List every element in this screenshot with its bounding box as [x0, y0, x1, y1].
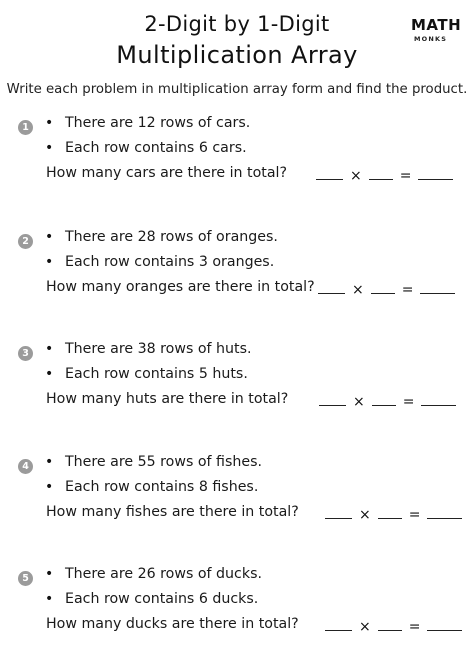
- times-sign: ×: [352, 282, 364, 298]
- problem-statement-per-row: Each row contains 5 huts.: [65, 366, 248, 382]
- equals-sign: =: [401, 282, 414, 298]
- problem-statement-per-row: Each row contains 3 oranges.: [65, 254, 275, 270]
- product-blank[interactable]: [420, 279, 455, 294]
- problem-statement-rows: There are 38 rows of huts.: [65, 341, 252, 357]
- times-sign: ×: [359, 619, 371, 635]
- factor-1-blank[interactable]: [318, 279, 345, 294]
- problem-question: How many huts are there in total?: [46, 391, 289, 407]
- problem-number-badge: 1: [18, 120, 33, 135]
- answer-area: [325, 616, 462, 636]
- factor-2-blank[interactable]: [378, 616, 402, 631]
- problem-statement-rows: There are 28 rows of oranges.: [65, 229, 278, 245]
- problem-item: [0, 115, 474, 211]
- instructions-text: Write each problem in multiplication array form and find the product.: [6, 82, 468, 97]
- bullet-icon: •: [45, 341, 54, 357]
- bullet-icon: •: [45, 115, 54, 131]
- product-blank[interactable]: [427, 504, 462, 519]
- factor-1-blank[interactable]: [325, 616, 352, 631]
- bullet-icon: •: [45, 566, 54, 582]
- problem-statement-per-row: Each row contains 6 ducks.: [65, 591, 259, 607]
- math-monks-logo: [411, 16, 467, 50]
- problem-question: How many oranges are there in total?: [46, 279, 315, 295]
- logo-wordmark: MATH: [411, 16, 462, 34]
- factor-1-blank[interactable]: [316, 165, 343, 180]
- equals-sign: =: [399, 168, 412, 184]
- product-blank[interactable]: [418, 165, 453, 180]
- worksheet-title-line2: Multiplication Array: [116, 41, 358, 69]
- problem-number-badge: 5: [18, 571, 33, 586]
- logo-subtext: MONKS: [414, 35, 448, 43]
- problem-statement-rows: There are 26 rows of ducks.: [65, 566, 262, 582]
- bullet-icon: •: [45, 229, 54, 245]
- times-sign: ×: [353, 394, 365, 410]
- times-sign: ×: [359, 507, 371, 523]
- factor-1-blank[interactable]: [325, 504, 352, 519]
- times-sign: ×: [350, 168, 362, 184]
- factor-2-blank[interactable]: [371, 279, 395, 294]
- problem-statement-per-row: Each row contains 6 cars.: [65, 140, 247, 156]
- bullet-icon: •: [45, 254, 54, 270]
- factor-1-blank[interactable]: [319, 391, 346, 406]
- bullet-icon: •: [45, 591, 54, 607]
- bullet-icon: •: [45, 454, 54, 470]
- problem-item: [0, 454, 474, 550]
- problem-item: [0, 341, 474, 437]
- answer-area: [325, 504, 462, 524]
- factor-2-blank[interactable]: [369, 165, 393, 180]
- product-blank[interactable]: [427, 616, 462, 631]
- equals-sign: =: [408, 507, 421, 523]
- product-blank[interactable]: [421, 391, 456, 406]
- problem-statement-rows: There are 12 rows of cars.: [65, 115, 251, 131]
- factor-2-blank[interactable]: [378, 504, 402, 519]
- problem-question: How many cars are there in total?: [46, 165, 288, 181]
- problem-question: How many ducks are there in total?: [46, 616, 299, 632]
- problem-item: [0, 229, 474, 325]
- worksheet-title-line1: 2-Digit by 1-Digit: [144, 12, 330, 36]
- equals-sign: =: [408, 619, 421, 635]
- problem-number-badge: 4: [18, 459, 33, 474]
- bullet-icon: •: [45, 479, 54, 495]
- problem-statement-rows: There are 55 rows of fishes.: [65, 454, 263, 470]
- bullet-icon: •: [45, 140, 54, 156]
- equals-sign: =: [402, 394, 415, 410]
- answer-area: [319, 391, 456, 411]
- problem-item: [0, 566, 474, 662]
- problem-number-badge: 3: [18, 346, 33, 361]
- problem-number-badge: 2: [18, 234, 33, 249]
- factor-2-blank[interactable]: [372, 391, 396, 406]
- problem-question: How many fishes are there in total?: [46, 504, 299, 520]
- problem-statement-per-row: Each row contains 8 fishes.: [65, 479, 259, 495]
- bullet-icon: •: [45, 366, 54, 382]
- answer-area: [316, 165, 453, 185]
- answer-area: [318, 279, 455, 299]
